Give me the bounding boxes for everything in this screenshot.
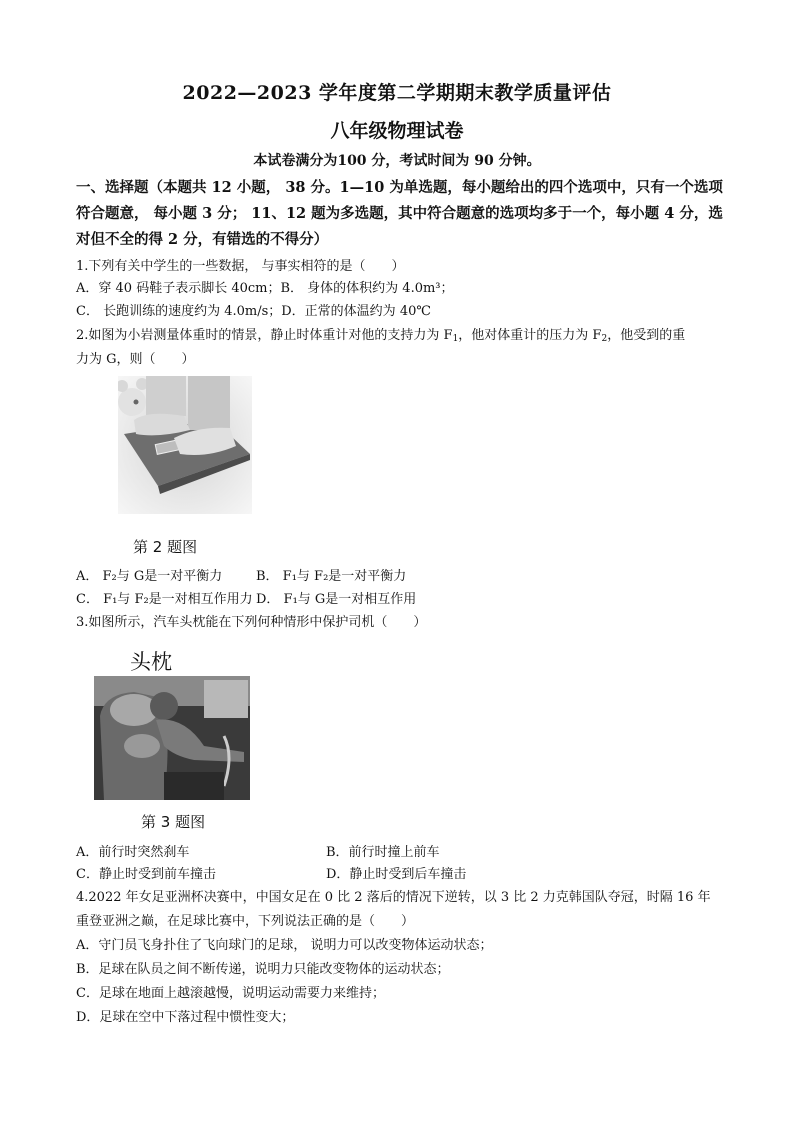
q3-stem: 3.如图所示，汽车头枕能在下列何种情形中保护司机（ ） — [76, 615, 427, 630]
q1-options-ab: A．穿 40 码鞋子表示脚长 40cm；B． 身体的体积约为 4.0m³； — [76, 281, 454, 296]
figure-2-scale-image — [118, 376, 252, 514]
figure-3-label: 头枕 — [130, 650, 172, 674]
q2-option-d: D． F₁与 G是一对相互作用 — [256, 592, 417, 607]
q4-option-a: A．守门员飞身扑住了飞向球门的足球， 说明力可以改变物体运动状态； — [76, 938, 493, 953]
section-heading: 一、选择题（本题共 12 小题， 38 分。1—10 为单选题，每小题给出的四个选项中，只有一个选项符合题意， 每小题 3 分； 11、12 题为多选题，其中符合题意的选项均多于一个，每小题 4 分，选对但不全的得 2 分，有错选的不得分） — [76, 179, 723, 248]
q2-stem — [76, 327, 685, 348]
subscript-1: 1 — [452, 334, 459, 344]
q3-option-c: C．静止时受到前车撞击 — [76, 867, 216, 882]
q1-options-cd: C． 长跑训练的速度约为 4.0m/s；D．正常的体温约为 40℃ — [76, 304, 431, 319]
figure-2-caption: 第 2 题图 — [133, 538, 198, 556]
q4-option-d: D．足球在空中下落过程中惯性变大； — [76, 1010, 295, 1025]
q2-option-a: A． F₂与 G是一对平衡力 — [76, 569, 223, 584]
q4-option-b: B．足球在队员之间不断传递，说明力只能改变物体的运动状态； — [76, 962, 450, 977]
subscript-2: 2 — [601, 334, 608, 344]
q2-stem-part-c: ，他受到的重 — [607, 328, 686, 343]
q3-option-d: D．静止时受到后车撞击 — [326, 867, 467, 882]
q3-options-row1 — [76, 844, 576, 862]
q3-option-a: A．前行时突然刹车 — [76, 845, 190, 860]
q4-stem: 4.2022 年女足亚洲杯决赛中，中国女足在 0 比 2 落后的情况下逆转，以 3 比 2 力克韩国队夺冠，时隔 16 年重登亚洲之巅，在足球比赛中，下列说法正确的是（ ） — [76, 890, 711, 929]
exam-title: 2022—2023 学年度第二学期期末教学质量评估 — [182, 82, 612, 104]
q1-stem: 1.下列有关中学生的一些数据， 与事实相符的是（ ） — [76, 259, 405, 274]
q2-stem-part-a: 2.如图为小岩测量体重时的情景，静止时体重计对他的支持力为 F — [76, 328, 453, 343]
q3-options-row2 — [76, 866, 576, 884]
q2-option-c: C． F₁与 F₂是一对相互作用力 — [76, 592, 253, 607]
figure-3-headrest-image — [94, 676, 250, 800]
exam-subtitle: 八年级物理试卷 — [330, 120, 464, 142]
exam-info: 本试卷满分为100 分，考试时间为 90 分钟。 — [253, 153, 541, 169]
q4-option-c: C．足球在地面上越滚越慢，说明运动需要力来维持； — [76, 986, 385, 1001]
q2-stem-part-b: ，他对体重计的压力为 F — [458, 328, 602, 343]
q2-options-row2 — [76, 591, 506, 609]
q3-option-b: B．前行时撞上前车 — [326, 845, 440, 860]
figure-3-caption: 第 3 题图 — [141, 813, 206, 831]
q2-options-row1 — [76, 568, 506, 586]
q2-stem-cont: 力为 G，则（ ） — [76, 352, 195, 367]
q2-option-b: B． F₁与 F₂是一对平衡力 — [256, 569, 407, 584]
